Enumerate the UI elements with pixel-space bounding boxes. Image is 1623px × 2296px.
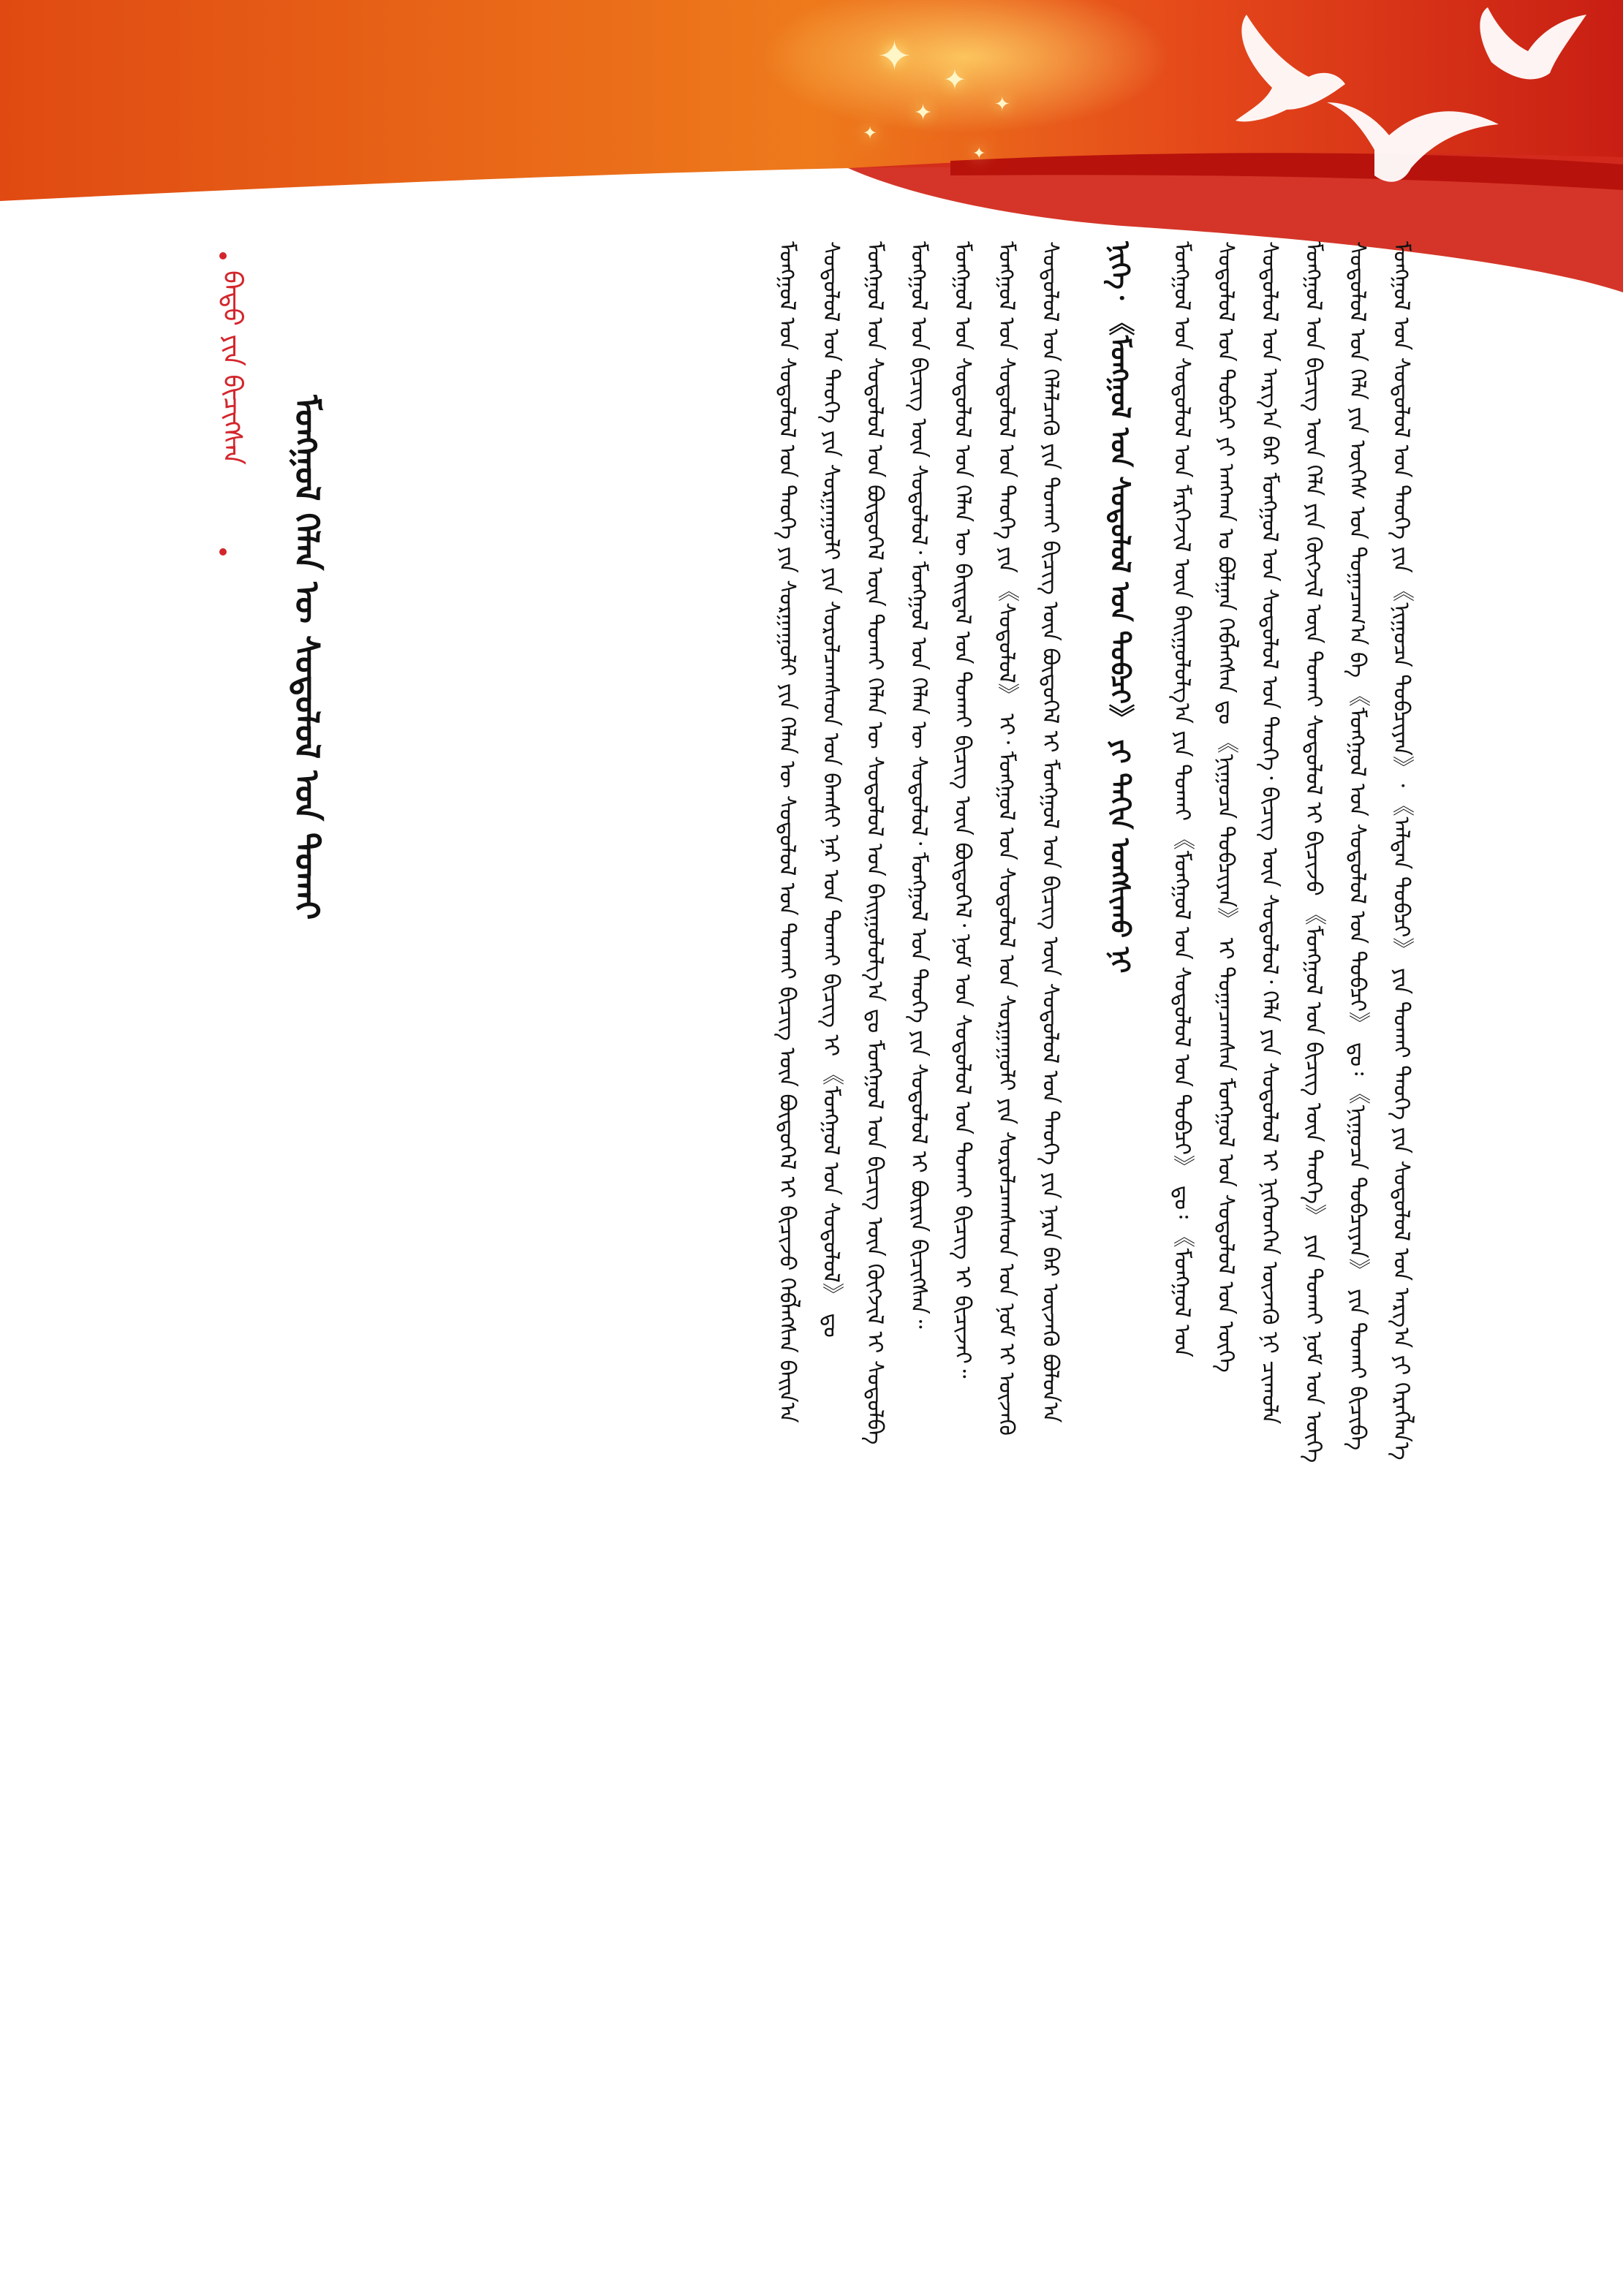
paragraph-column: ᠰᠤᠳᠤᠯᠤᠯ ᠤᠨ ᠬᠡᠯᠡᠯᠴᠡᠬᠦ ᠶᠢᠨ ᠲᠤᠬᠠᠢ ᠪᠢᠴᠢᠭ ᠦᠨ ᠪᠦᠲᠦᠭᠡᠯ ᠢ ᠮᠣᠩᠭᠣᠯ ᠤᠨ ᠪᠢᠴᠢᠭ ᠦᠨ ᠰᠤᠳᠤᠯᠤᠯ ᠤᠨ ᠲᠡᠦᠬᠡ ᠶᠢᠨ ᠨᠡᠷᠡ ᠪᠡᠷ ᠦᠵᠡᠬᠦ ᠪᠣᠯᠤᠨ᠎ᠠ	[1037, 241, 1063, 1423]
paragraph-column: ᠮᠣᠩᠭᠣᠯ ᠤᠨ ᠪᠢᠴᠢᠭ ᠦᠨ ᠬᠡᠯᠡ ᠶᠢᠨ ᠬᠦᠭᠵᠢᠯ ᠦᠨ ᠲᠤᠬᠠᠢ ᠰᠤᠳᠤᠯᠤᠯ ᠢ ᠪᠢᠴᠢᠵᠦ 《ᠮᠣᠩᠭᠣᠯ ᠤᠨ ᠪᠢᠴᠢᠭ ᠦᠨ ᠲᠡᠦᠬᠡ》 ᠶᠢᠨ ᠲᠤᠬᠠᠢ ᠨᠣᠮ ᠤᠨ ᠦᠭᠡ	[1301, 241, 1326, 1463]
paragraph-column: ᠰᠤᠳᠤᠯᠤᠯ ᠤᠨ ᠲᠡᠦᠬᠡ ᠶᠢᠨ ᠰᠤᠷᠭᠠᠭᠤᠯᠢ ᠶᠢᠨ ᠰᠤᠷᠤᠯᠴᠠᠭᠰᠠᠳ ᠤᠨ ᠪᠠᠭᠰᠢ ᠨᠠᠷ ᠤᠨ ᠲᠤᠬᠠᠢ ᠪᠢᠴᠢᠭ ᠢ 《ᠮᠣᠩᠭᠣᠯ ᠤᠨ ᠰᠤᠳᠤᠯᠤᠯ》 ᠳᠤ	[818, 241, 844, 1338]
sparkle-icon: ✦	[972, 145, 986, 163]
paragraph-column: ᠰᠤᠳᠤᠯᠤᠯ ᠤᠨ ᠬᠡᠯᠡ ᠶᠢᠨ ᠦᠭᠡᠰ ᠤᠨ ᠲᠣᠭᠠᠴᠠᠭ᠎ᠠ ᠪᠠ 《ᠮᠣᠩᠭᠣᠯ ᠤᠨ ᠰᠤᠳᠤᠯᠤᠯ ᠤᠨ ᠲᠣᠪᠴᠢ》 ᠳᠤ᠄ 《ᠨᠢᠭᠤᠴᠠ ᠲᠣᠪᠴᠢᠶᠠᠨ》 ᠶᠢᠨ ᠲᠤᠬᠠᠢ ᠪᠢᠴᠢᠪᠡ	[1344, 241, 1370, 1451]
paragraph-column: ᠮᠣᠩᠭᠣᠯ ᠤᠨ ᠰᠤᠳᠤᠯᠤᠯ ᠤᠨ ᠮᠡᠷᠭᠡᠵᠢᠯ ᠦᠨ ᠪᠠᠢᠭᠤᠯᠤᠯᠭ᠎ᠠ ᠶᠢᠨ ᠲᠤᠬᠠᠢ 《ᠮᠣᠩᠭᠣᠯ ᠤᠨ ᠰᠤᠳᠤᠯᠤᠯ ᠤᠨ ᠲᠣᠪᠴᠢ》 ᠳᠤ᠄ 《ᠮᠣᠩᠭᠣᠯ ᠤᠨ	[1169, 241, 1195, 1357]
paragraph-column: ᠮᠣᠩᠭᠣᠯ ᠤᠨ ᠪᠢᠴᠢᠭ ᠦᠨ ᠰᠤᠳᠤᠯᠤᠯ᠂ ᠮᠣᠩᠭᠣᠯ ᠤᠨ ᠬᠡᠯᠡᠨ ᠦ ᠰᠤᠳᠤᠯᠤᠯ᠂ ᠮᠣᠩᠭᠣᠯ ᠤᠨ ᠲᠡᠦᠬᠡ ᠶᠢᠨ ᠰᠤᠳᠤᠯᠤᠯ ᠢ ᠪᠦᠷᠢᠨ ᠪᠢᠴᠢᠭᠰᠡᠨ᠃	[906, 241, 931, 1329]
paragraph-column: ᠰᠤᠳᠤᠯᠤᠯ ᠤᠨ ᠲᠣᠪᠴᠢ ᠶᠢ ᠠᠩᠬᠠᠨ ᠤ ᠪᠣᠯᠭᠠᠨ ᠬᠡᠪᠯᠡᠭᠰᠡᠨ ᠳᠤ 《ᠨᠢᠭᠤᠴᠠ ᠲᠣᠪᠴᠢᠶᠠᠨ》 ᠢ ᠲᠣᠭᠠᠴᠠᠭᠰᠠᠨ ᠮᠣᠩᠭᠣᠯ ᠤᠨ ᠰᠤᠳᠤᠯᠤᠯ ᠤᠨ ᠦᠭᠡ	[1213, 241, 1238, 1373]
paragraph-column: ᠮᠣᠩᠭᠣᠯ ᠤᠨ ᠰᠤᠳᠤᠯᠤᠯ ᠤᠨ ᠲᠡᠦᠬᠡ ᠶᠢᠨ 《ᠨᠢᠭᠤᠴᠠ ᠲᠣᠪᠴᠢᠶᠠᠨ》᠂ 《ᠠᠯᠲᠠᠨ ᠲᠣᠪᠴᠢ》 ᠶᠢᠨ ᠲᠤᠬᠠᠢ ᠲᠡᠦᠬᠡ ᠶᠢᠨ ᠰᠤᠳᠤᠯᠤᠯ ᠤᠨ ᠠᠷᠭ᠎ᠠ ᠶᠢ ᠬᠡᠷᠡᠭᠯᠡᠨ᠎ᠡ	[1388, 241, 1414, 1460]
paragraph-column: ᠰᠤᠳᠤᠯᠤᠯ ᠤᠨ ᠠᠷᠭ᠎ᠠ ᠪᠠᠷ ᠮᠣᠩᠭᠣᠯ ᠤᠨ ᠰᠤᠳᠤᠯᠤᠯ ᠤᠨ ᠲᠡᠦᠬᠡ᠂ ᠪᠢᠴᠢᠭ ᠦᠨ ᠰᠤᠳᠤᠯᠤᠯ᠂ ᠬᠡᠯᠡ ᠶᠢᠨ ᠰᠤᠳᠤᠯᠤᠯ ᠢ ᠨᠢᠭᠡᠳᠬᠡᠨ ᠦᠵᠡᠬᠦ ᠨᠢ ᠴᠢᠬᠤᠯᠠ	[1257, 241, 1282, 1425]
sparkle-icon: ✦	[877, 33, 912, 80]
section-heading: ᠨᠢᠭᠡ᠂ 《ᠮᠣᠩᠭᠣᠯ ᠤᠨ ᠰᠤᠳᠤᠯᠤᠯ ᠤᠨ ᠲᠣᠪᠴᠢ》 ᠶᠢ ᠳᠠᠬᠢᠨ ᠤᠩᠰᠢᠬᠤ ᠨᠢ	[1105, 241, 1135, 974]
sparkle-icon: ✦	[863, 123, 878, 143]
author-name: ᠪᠠᠲᠤ ᠶᠢᠨ ᠪᠢᠴᠢᠭᠰᠡᠨ	[217, 270, 247, 465]
paragraph-column: ᠮᠣᠩᠭᠣᠯ ᠤᠨ ᠰᠤᠳᠤᠯᠤᠯ ᠤᠨ ᠬᠡᠯᠡᠨ ᠦ ᠪᠠᠢᠳᠠᠯ ᠤᠨ ᠲᠤᠬᠠᠢ ᠪᠢᠴᠢᠭ ᠦᠨ ᠪᠦᠲᠦᠭᠡᠯ᠂ ᠨᠣᠮ ᠤᠨ ᠰᠤᠳᠤᠯᠤᠯ ᠤᠨ ᠲᠤᠬᠠᠢ ᠪᠢᠴᠢᠭ ᠢ ᠪᠢᠴᠢᠵᠡᠢ᠃	[950, 241, 975, 1379]
author-bullet	[219, 548, 227, 556]
paragraph-column: ᠮᠣᠩᠭᠣᠯ ᠤᠨ ᠰᠤᠳᠤᠯᠤᠯ ᠤᠨ ᠪᠦᠲᠦᠭᠡᠯ ᠦᠨ ᠲᠤᠬᠠᠢ ᠬᠡᠯᠡᠨ ᠦ ᠰᠤᠳᠤᠯᠤᠯ ᠤᠨ ᠪᠠᠢᠭᠤᠯᠤᠯᠭ᠎ᠠ ᠳᠤ ᠮᠣᠩᠭᠣᠯ ᠤᠨ ᠪᠢᠴᠢᠭ ᠦᠨ ᠬᠦᠭᠵᠢᠯ ᠢ ᠰᠤᠳᠤᠯᠪᠠ	[862, 241, 888, 1445]
sparkle-icon: ✦	[914, 100, 933, 126]
sparkle-icon: ✦	[994, 94, 1010, 115]
sparkle-icon: ✦	[943, 64, 966, 96]
author-bullet	[219, 252, 227, 259]
article-title: ᠮᠣᠩᠭᠣᠯ ᠬᠡᠯᠡᠨ ᠦ ᠰᠤᠳᠤᠯᠤᠯ ᠤᠨ ᠲᠤᠬᠠᠢ	[287, 395, 327, 920]
paragraph-column: ᠮᠣᠩᠭᠣᠯ ᠤᠨ ᠰᠤᠳᠤᠯᠤᠯ ᠤᠨ ᠲᠡᠦᠬᠡ ᠶᠢᠨ 《ᠰᠤᠳᠤᠯᠤᠯ》 ᠢ᠂ ᠮᠣᠩᠭᠣᠯ ᠤᠨ ᠰᠤᠳᠤᠯᠤᠯ ᠤᠨ ᠰᠤᠷᠭᠠᠭᠤᠯᠢ ᠶᠢᠨ ᠰᠤᠷᠤᠯᠴᠠᠭᠰᠠᠳ ᠤᠨ ᠨᠣᠮ ᠢ ᠦᠵᠡᠬᠦ	[994, 241, 1019, 1436]
paragraph-column: ᠮᠣᠩᠭᠣᠯ ᠤᠨ ᠰᠤᠳᠤᠯᠤᠯ ᠤᠨ ᠲᠡᠦᠬᠡ ᠶᠢᠨ ᠰᠤᠷᠭᠠᠭᠤᠯᠢ ᠶᠢᠨ ᠬᠡᠯᠡᠨ ᠦ ᠰᠤᠳᠤᠯᠤᠯ ᠤᠨ ᠲᠤᠬᠠᠢ ᠪᠢᠴᠢᠭ ᠦᠨ ᠪᠦᠲᠦᠭᠡᠯ ᠢ ᠪᠢᠴᠢᠵᠦ ᠬᠡᠪᠯᠡᠭᠰᠡᠨ ᠪᠠᠢᠨ᠎ᠠ	[774, 241, 800, 1423]
